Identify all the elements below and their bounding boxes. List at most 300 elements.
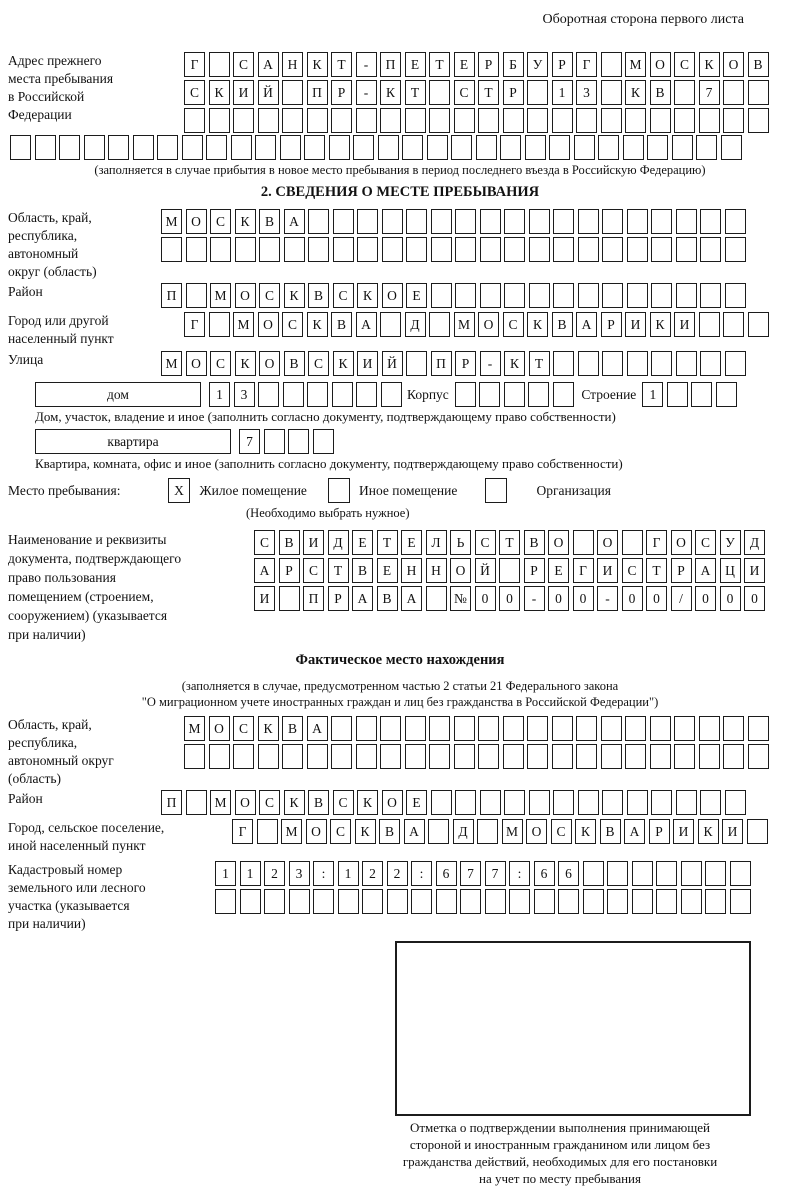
char-cell[interactable]: В bbox=[379, 819, 400, 844]
char-cell[interactable] bbox=[357, 209, 378, 234]
char-cell[interactable] bbox=[500, 135, 521, 160]
char-cell[interactable] bbox=[356, 716, 377, 741]
char-cell[interactable]: С bbox=[184, 80, 205, 105]
char-cell[interactable]: С bbox=[233, 716, 254, 741]
char-cell[interactable]: 3 bbox=[234, 382, 255, 407]
char-cell[interactable]: С bbox=[210, 351, 231, 376]
char-cell[interactable] bbox=[59, 135, 80, 160]
char-cell[interactable] bbox=[674, 744, 695, 769]
char-cell[interactable]: Г bbox=[646, 530, 667, 555]
char-cell[interactable] bbox=[748, 744, 769, 769]
char-cell[interactable]: О bbox=[186, 209, 207, 234]
char-cell[interactable] bbox=[676, 209, 697, 234]
char-cell[interactable]: Н bbox=[401, 558, 422, 583]
char-cell[interactable]: Н bbox=[282, 52, 303, 77]
char-cell[interactable] bbox=[716, 382, 737, 407]
char-cell[interactable]: П bbox=[161, 283, 182, 308]
char-cell[interactable] bbox=[387, 889, 408, 914]
char-cell[interactable] bbox=[602, 790, 623, 815]
char-cell[interactable]: Т bbox=[529, 351, 550, 376]
char-cell[interactable] bbox=[209, 744, 230, 769]
char-cell[interactable] bbox=[429, 80, 450, 105]
char-cell[interactable]: О bbox=[478, 312, 499, 337]
char-cell[interactable]: 1 bbox=[338, 861, 359, 886]
char-cell[interactable]: С bbox=[475, 530, 496, 555]
char-cell[interactable] bbox=[627, 351, 648, 376]
char-cell[interactable]: Р bbox=[552, 52, 573, 77]
char-cell[interactable] bbox=[674, 108, 695, 133]
char-cell[interactable]: Т bbox=[377, 530, 398, 555]
char-cell[interactable] bbox=[632, 889, 653, 914]
char-cell[interactable]: О bbox=[235, 283, 256, 308]
char-cell[interactable] bbox=[279, 586, 300, 611]
char-cell[interactable] bbox=[431, 237, 452, 262]
char-cell[interactable]: С bbox=[282, 312, 303, 337]
char-cell[interactable] bbox=[233, 108, 254, 133]
char-cell[interactable]: А bbox=[356, 312, 377, 337]
char-cell[interactable]: О bbox=[650, 52, 671, 77]
char-cell[interactable]: 0 bbox=[695, 586, 716, 611]
char-cell[interactable]: С bbox=[333, 790, 354, 815]
char-cell[interactable] bbox=[601, 108, 622, 133]
char-cell[interactable] bbox=[307, 108, 328, 133]
char-cell[interactable] bbox=[676, 790, 697, 815]
char-cell[interactable] bbox=[601, 716, 622, 741]
char-cell[interactable] bbox=[10, 135, 31, 160]
char-cell[interactable]: К bbox=[357, 790, 378, 815]
char-cell[interactable] bbox=[723, 80, 744, 105]
char-cell[interactable] bbox=[583, 889, 604, 914]
char-cell[interactable]: 7 bbox=[239, 429, 260, 454]
char-cell[interactable] bbox=[235, 237, 256, 262]
char-cell[interactable] bbox=[576, 108, 597, 133]
char-cell[interactable]: М bbox=[210, 283, 231, 308]
char-cell[interactable] bbox=[480, 790, 501, 815]
char-cell[interactable]: Т bbox=[646, 558, 667, 583]
char-cell[interactable] bbox=[209, 108, 230, 133]
char-cell[interactable] bbox=[35, 135, 56, 160]
char-cell[interactable]: К bbox=[698, 819, 719, 844]
char-cell[interactable]: С bbox=[259, 790, 280, 815]
char-cell[interactable]: Е bbox=[406, 283, 427, 308]
char-cell[interactable] bbox=[133, 135, 154, 160]
char-cell[interactable]: О bbox=[306, 819, 327, 844]
char-cell[interactable] bbox=[331, 716, 352, 741]
char-cell[interactable]: К bbox=[284, 283, 305, 308]
char-cell[interactable] bbox=[602, 209, 623, 234]
char-cell[interactable]: А bbox=[352, 586, 373, 611]
char-cell[interactable]: 6 bbox=[534, 861, 555, 886]
char-cell[interactable]: Т bbox=[405, 80, 426, 105]
char-cell[interactable] bbox=[553, 382, 574, 407]
char-cell[interactable] bbox=[578, 790, 599, 815]
char-cell[interactable]: К bbox=[307, 52, 328, 77]
char-cell[interactable] bbox=[705, 861, 726, 886]
char-cell[interactable] bbox=[426, 586, 447, 611]
char-cell[interactable] bbox=[625, 744, 646, 769]
char-cell[interactable]: Й bbox=[258, 80, 279, 105]
char-cell[interactable] bbox=[184, 744, 205, 769]
char-cell[interactable] bbox=[429, 716, 450, 741]
char-cell[interactable] bbox=[329, 135, 350, 160]
char-cell[interactable] bbox=[258, 744, 279, 769]
char-cell[interactable] bbox=[527, 80, 548, 105]
char-cell[interactable] bbox=[405, 744, 426, 769]
char-cell[interactable] bbox=[108, 135, 129, 160]
char-cell[interactable]: О bbox=[382, 790, 403, 815]
char-cell[interactable] bbox=[283, 382, 304, 407]
char-cell[interactable]: 7 bbox=[699, 80, 720, 105]
char-cell[interactable] bbox=[627, 283, 648, 308]
char-cell[interactable] bbox=[700, 351, 721, 376]
char-cell[interactable] bbox=[406, 237, 427, 262]
char-cell[interactable]: Р bbox=[328, 586, 349, 611]
char-cell[interactable]: Р bbox=[503, 80, 524, 105]
char-cell[interactable]: К bbox=[307, 312, 328, 337]
char-cell[interactable]: М bbox=[210, 790, 231, 815]
char-cell[interactable] bbox=[455, 209, 476, 234]
char-cell[interactable]: И bbox=[674, 312, 695, 337]
char-cell[interactable] bbox=[161, 237, 182, 262]
char-cell[interactable]: С bbox=[674, 52, 695, 77]
char-cell[interactable] bbox=[427, 135, 448, 160]
char-cell[interactable] bbox=[602, 237, 623, 262]
char-cell[interactable]: И bbox=[744, 558, 765, 583]
char-cell[interactable] bbox=[509, 889, 530, 914]
char-cell[interactable] bbox=[362, 889, 383, 914]
char-cell[interactable]: С bbox=[308, 351, 329, 376]
char-cell[interactable] bbox=[480, 283, 501, 308]
char-cell[interactable] bbox=[476, 135, 497, 160]
char-cell[interactable] bbox=[651, 351, 672, 376]
char-cell[interactable] bbox=[455, 283, 476, 308]
char-cell[interactable] bbox=[528, 382, 549, 407]
char-cell[interactable] bbox=[674, 80, 695, 105]
char-cell[interactable] bbox=[504, 283, 525, 308]
char-cell[interactable]: П bbox=[380, 52, 401, 77]
char-cell[interactable] bbox=[725, 237, 746, 262]
char-cell[interactable] bbox=[723, 108, 744, 133]
char-cell[interactable]: : bbox=[313, 861, 334, 886]
char-cell[interactable]: Е bbox=[548, 558, 569, 583]
char-cell[interactable]: С bbox=[210, 209, 231, 234]
char-cell[interactable] bbox=[504, 382, 525, 407]
char-cell[interactable] bbox=[259, 237, 280, 262]
char-cell[interactable]: Г bbox=[184, 52, 205, 77]
char-cell[interactable]: В bbox=[259, 209, 280, 234]
stay-option-other-checkbox[interactable] bbox=[328, 478, 350, 503]
char-cell[interactable] bbox=[578, 351, 599, 376]
char-cell[interactable] bbox=[231, 135, 252, 160]
char-cell[interactable] bbox=[672, 135, 693, 160]
char-cell[interactable]: О bbox=[209, 716, 230, 741]
char-cell[interactable] bbox=[674, 716, 695, 741]
char-cell[interactable] bbox=[676, 283, 697, 308]
char-cell[interactable]: С bbox=[254, 530, 275, 555]
char-cell[interactable]: А bbox=[284, 209, 305, 234]
char-cell[interactable]: 3 bbox=[576, 80, 597, 105]
char-cell[interactable] bbox=[700, 283, 721, 308]
char-cell[interactable] bbox=[308, 209, 329, 234]
char-cell[interactable] bbox=[455, 382, 476, 407]
char-cell[interactable]: Р bbox=[524, 558, 545, 583]
char-cell[interactable] bbox=[529, 283, 550, 308]
char-cell[interactable] bbox=[656, 861, 677, 886]
char-cell[interactable]: 0 bbox=[622, 586, 643, 611]
char-cell[interactable] bbox=[182, 135, 203, 160]
char-cell[interactable] bbox=[578, 209, 599, 234]
char-cell[interactable]: Е bbox=[401, 530, 422, 555]
apartment-widebox[interactable]: квартира bbox=[35, 429, 231, 454]
char-cell[interactable] bbox=[723, 716, 744, 741]
char-cell[interactable] bbox=[748, 80, 769, 105]
char-cell[interactable]: № bbox=[450, 586, 471, 611]
char-cell[interactable]: П bbox=[431, 351, 452, 376]
char-cell[interactable]: Г bbox=[573, 558, 594, 583]
char-cell[interactable] bbox=[705, 889, 726, 914]
char-cell[interactable] bbox=[258, 108, 279, 133]
char-cell[interactable] bbox=[527, 716, 548, 741]
char-cell[interactable] bbox=[504, 790, 525, 815]
char-cell[interactable] bbox=[307, 382, 328, 407]
char-cell[interactable]: Р bbox=[331, 80, 352, 105]
char-cell[interactable]: 1 bbox=[215, 861, 236, 886]
char-cell[interactable] bbox=[264, 429, 285, 454]
char-cell[interactable] bbox=[353, 135, 374, 160]
char-cell[interactable] bbox=[576, 716, 597, 741]
char-cell[interactable] bbox=[454, 716, 475, 741]
char-cell[interactable] bbox=[381, 382, 402, 407]
char-cell[interactable] bbox=[479, 382, 500, 407]
char-cell[interactable]: К bbox=[333, 351, 354, 376]
char-cell[interactable] bbox=[676, 351, 697, 376]
char-cell[interactable] bbox=[382, 237, 403, 262]
char-cell[interactable]: О bbox=[671, 530, 692, 555]
char-cell[interactable]: Е bbox=[377, 558, 398, 583]
char-cell[interactable] bbox=[313, 429, 334, 454]
char-cell[interactable] bbox=[730, 889, 751, 914]
char-cell[interactable]: 0 bbox=[548, 586, 569, 611]
char-cell[interactable]: 2 bbox=[387, 861, 408, 886]
char-cell[interactable]: Т bbox=[499, 530, 520, 555]
char-cell[interactable] bbox=[233, 744, 254, 769]
char-cell[interactable]: К bbox=[380, 80, 401, 105]
char-cell[interactable]: А bbox=[576, 312, 597, 337]
char-cell[interactable] bbox=[558, 889, 579, 914]
char-cell[interactable] bbox=[574, 135, 595, 160]
char-cell[interactable] bbox=[411, 889, 432, 914]
char-cell[interactable]: Р bbox=[671, 558, 692, 583]
char-cell[interactable]: Ц bbox=[720, 558, 741, 583]
char-cell[interactable] bbox=[210, 237, 231, 262]
char-cell[interactable]: В bbox=[600, 819, 621, 844]
char-cell[interactable] bbox=[647, 135, 668, 160]
char-cell[interactable]: 7 bbox=[485, 861, 506, 886]
char-cell[interactable] bbox=[405, 716, 426, 741]
char-cell[interactable] bbox=[503, 108, 524, 133]
char-cell[interactable]: С bbox=[233, 52, 254, 77]
char-cell[interactable]: К bbox=[235, 351, 256, 376]
char-cell[interactable]: М bbox=[233, 312, 254, 337]
char-cell[interactable]: С bbox=[259, 283, 280, 308]
char-cell[interactable]: В bbox=[552, 312, 573, 337]
char-cell[interactable]: В bbox=[284, 351, 305, 376]
char-cell[interactable] bbox=[382, 209, 403, 234]
char-cell[interactable] bbox=[209, 52, 230, 77]
char-cell[interactable]: И bbox=[303, 530, 324, 555]
char-cell[interactable]: О bbox=[548, 530, 569, 555]
char-cell[interactable] bbox=[529, 209, 550, 234]
char-cell[interactable]: К bbox=[650, 312, 671, 337]
char-cell[interactable] bbox=[553, 283, 574, 308]
char-cell[interactable] bbox=[700, 209, 721, 234]
char-cell[interactable]: Г bbox=[232, 819, 253, 844]
char-cell[interactable]: : bbox=[411, 861, 432, 886]
char-cell[interactable]: 3 bbox=[289, 861, 310, 886]
char-cell[interactable] bbox=[356, 744, 377, 769]
char-cell[interactable]: А bbox=[695, 558, 716, 583]
char-cell[interactable]: О bbox=[235, 790, 256, 815]
char-cell[interactable] bbox=[454, 744, 475, 769]
char-cell[interactable] bbox=[258, 382, 279, 407]
char-cell[interactable]: К bbox=[258, 716, 279, 741]
char-cell[interactable] bbox=[656, 889, 677, 914]
char-cell[interactable] bbox=[282, 108, 303, 133]
char-cell[interactable] bbox=[650, 744, 671, 769]
char-cell[interactable] bbox=[625, 108, 646, 133]
char-cell[interactable] bbox=[725, 790, 746, 815]
house-widebox[interactable]: дом bbox=[35, 382, 201, 407]
char-cell[interactable]: И bbox=[722, 819, 743, 844]
char-cell[interactable] bbox=[406, 351, 427, 376]
char-cell[interactable]: О bbox=[526, 819, 547, 844]
char-cell[interactable] bbox=[288, 429, 309, 454]
char-cell[interactable]: К bbox=[235, 209, 256, 234]
char-cell[interactable]: Т bbox=[331, 52, 352, 77]
char-cell[interactable]: О bbox=[597, 530, 618, 555]
char-cell[interactable]: С bbox=[551, 819, 572, 844]
char-cell[interactable]: Д bbox=[328, 530, 349, 555]
char-cell[interactable] bbox=[280, 135, 301, 160]
char-cell[interactable] bbox=[504, 209, 525, 234]
char-cell[interactable] bbox=[527, 108, 548, 133]
char-cell[interactable] bbox=[478, 716, 499, 741]
char-cell[interactable]: В bbox=[308, 790, 329, 815]
char-cell[interactable] bbox=[553, 790, 574, 815]
char-cell[interactable] bbox=[184, 108, 205, 133]
char-cell[interactable] bbox=[313, 889, 334, 914]
char-cell[interactable]: М bbox=[184, 716, 205, 741]
char-cell[interactable]: 0 bbox=[720, 586, 741, 611]
char-cell[interactable] bbox=[240, 889, 261, 914]
char-cell[interactable]: О bbox=[258, 312, 279, 337]
char-cell[interactable]: А bbox=[307, 716, 328, 741]
char-cell[interactable] bbox=[307, 744, 328, 769]
char-cell[interactable]: Р bbox=[649, 819, 670, 844]
char-cell[interactable]: И bbox=[254, 586, 275, 611]
char-cell[interactable]: О bbox=[450, 558, 471, 583]
char-cell[interactable] bbox=[583, 861, 604, 886]
char-cell[interactable] bbox=[650, 108, 671, 133]
char-cell[interactable] bbox=[552, 108, 573, 133]
char-cell[interactable]: Р bbox=[455, 351, 476, 376]
char-cell[interactable]: Е bbox=[405, 52, 426, 77]
char-cell[interactable] bbox=[552, 716, 573, 741]
char-cell[interactable] bbox=[748, 108, 769, 133]
char-cell[interactable]: 1 bbox=[209, 382, 230, 407]
char-cell[interactable]: О bbox=[259, 351, 280, 376]
char-cell[interactable] bbox=[627, 209, 648, 234]
char-cell[interactable] bbox=[725, 209, 746, 234]
char-cell[interactable] bbox=[282, 744, 303, 769]
char-cell[interactable]: И bbox=[357, 351, 378, 376]
char-cell[interactable]: К bbox=[527, 312, 548, 337]
char-cell[interactable] bbox=[480, 237, 501, 262]
char-cell[interactable]: У bbox=[720, 530, 741, 555]
char-cell[interactable]: А bbox=[404, 819, 425, 844]
char-cell[interactable]: 2 bbox=[264, 861, 285, 886]
char-cell[interactable] bbox=[623, 135, 644, 160]
char-cell[interactable]: А bbox=[624, 819, 645, 844]
char-cell[interactable]: Е bbox=[454, 52, 475, 77]
char-cell[interactable] bbox=[84, 135, 105, 160]
char-cell[interactable] bbox=[553, 237, 574, 262]
char-cell[interactable] bbox=[503, 716, 524, 741]
char-cell[interactable]: 0 bbox=[744, 586, 765, 611]
char-cell[interactable]: К bbox=[575, 819, 596, 844]
char-cell[interactable] bbox=[699, 744, 720, 769]
char-cell[interactable] bbox=[601, 52, 622, 77]
char-cell[interactable]: М bbox=[281, 819, 302, 844]
char-cell[interactable] bbox=[436, 889, 457, 914]
char-cell[interactable] bbox=[331, 108, 352, 133]
char-cell[interactable]: 0 bbox=[646, 586, 667, 611]
char-cell[interactable]: А bbox=[401, 586, 422, 611]
char-cell[interactable] bbox=[455, 237, 476, 262]
char-cell[interactable] bbox=[525, 135, 546, 160]
char-cell[interactable] bbox=[380, 312, 401, 337]
char-cell[interactable] bbox=[534, 889, 555, 914]
char-cell[interactable] bbox=[308, 237, 329, 262]
char-cell[interactable] bbox=[455, 790, 476, 815]
char-cell[interactable]: Д bbox=[744, 530, 765, 555]
char-cell[interactable]: Е bbox=[352, 530, 373, 555]
char-cell[interactable]: 6 bbox=[436, 861, 457, 886]
char-cell[interactable]: М bbox=[161, 351, 182, 376]
char-cell[interactable]: С bbox=[622, 558, 643, 583]
char-cell[interactable] bbox=[681, 889, 702, 914]
char-cell[interactable] bbox=[451, 135, 472, 160]
char-cell[interactable] bbox=[602, 283, 623, 308]
char-cell[interactable] bbox=[499, 558, 520, 583]
char-cell[interactable] bbox=[627, 237, 648, 262]
char-cell[interactable] bbox=[332, 382, 353, 407]
char-cell[interactable] bbox=[429, 312, 450, 337]
char-cell[interactable] bbox=[477, 819, 498, 844]
char-cell[interactable] bbox=[356, 382, 377, 407]
char-cell[interactable]: О bbox=[723, 52, 744, 77]
char-cell[interactable]: О bbox=[382, 283, 403, 308]
char-cell[interactable] bbox=[282, 80, 303, 105]
char-cell[interactable]: В bbox=[352, 558, 373, 583]
char-cell[interactable] bbox=[700, 790, 721, 815]
char-cell[interactable]: Л bbox=[426, 530, 447, 555]
char-cell[interactable]: В bbox=[377, 586, 398, 611]
char-cell[interactable] bbox=[215, 889, 236, 914]
char-cell[interactable]: - bbox=[356, 80, 377, 105]
char-cell[interactable]: С bbox=[454, 80, 475, 105]
char-cell[interactable]: И bbox=[625, 312, 646, 337]
